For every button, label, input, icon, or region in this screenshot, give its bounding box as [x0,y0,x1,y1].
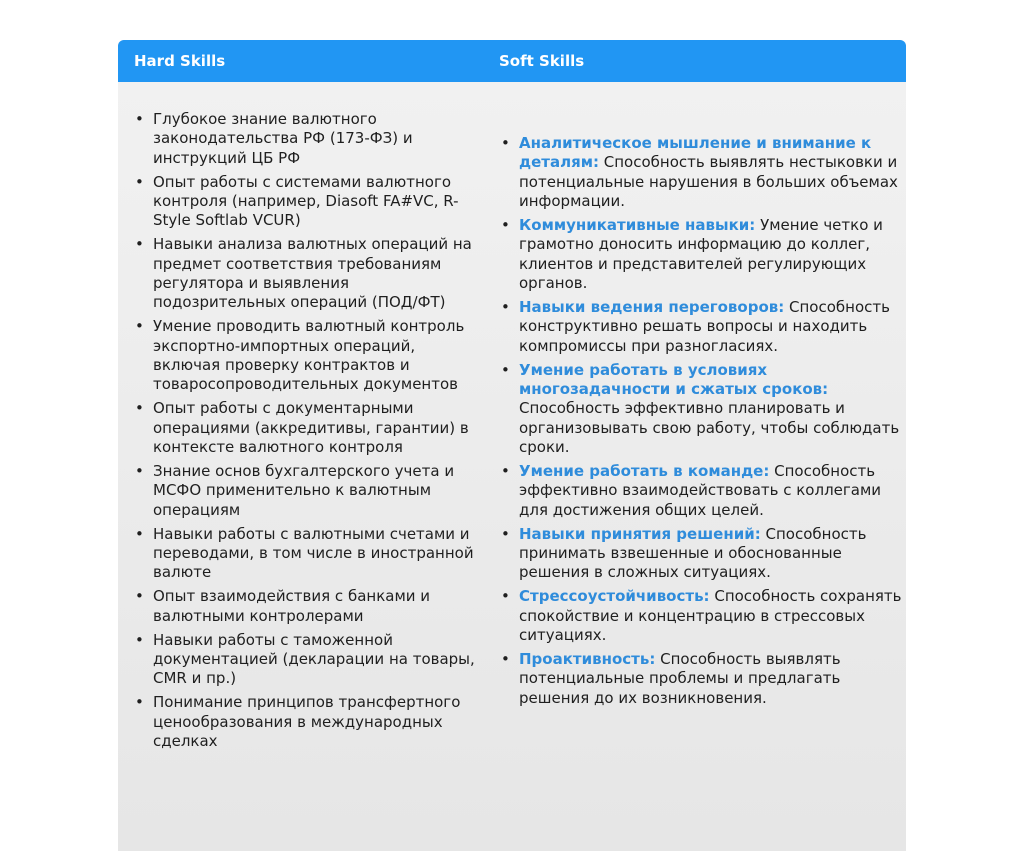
soft-skill-desc: Способность конструктивно решать вопросы и находить компромиссы при разногласиях. [519,298,890,355]
soft-skills-list [483,134,906,713]
hard-skill-item: • Опыт взаимодействия с банками и валютными контролерами [153,587,483,626]
soft-skill-item [519,587,906,645]
hard-skills-header: Hard Skills [134,52,226,70]
soft-skill-desc: Способность выявлять потенциальные проблемы и предлагать решения до их возникновения. [519,650,841,707]
hard-skill-item: • Знание основ бухгалтерского учета и МСФО применительно к валютным операциям [153,462,483,520]
soft-skill-name: Стрессоустойчивость: [519,587,710,606]
hard-skill-item: • Понимание принципов трансфертного ценообразования в международных сделках [153,693,483,751]
soft-skill-item [519,462,906,520]
hard-skill-item: • Навыки работы с таможенной документацией (декларации на товары, CMR и пр.) [153,631,483,689]
soft-skills-column [483,82,906,851]
soft-skill-name: Аналитическое мышление и внимание к деталям: [519,134,872,172]
hard-skill-item: • Навыки анализа валютных операций на предмет соответствия требованиям регулятора и выявления подозрительных операций (ПОД/ФТ) [153,235,483,312]
hard-skill-item: • Опыт работы с системами валютного контроля (например, Diasoft FA#VC, R-Style Softlab VCUR) [153,173,483,231]
soft-skill-desc: Способность выявлять нестыковки и потенциальные нарушения в больших объемах информации. [519,153,898,211]
hard-skills-list [118,110,483,751]
soft-skill-name: Проактивность: [519,650,656,669]
soft-skill-item [519,298,906,356]
soft-skill-desc: Умение четко и грамотно доносить информацию до коллег, клиентов и представителей регулирующих органов. [519,216,883,293]
soft-skill-desc: Способность эффективно планировать и организовывать свою работу, чтобы соблюдать сроки. [519,399,900,456]
soft-skills-header: Soft Skills [499,52,585,70]
soft-skill-name: Коммуникативные навыки: [519,216,756,235]
hard-skill-item: • Навыки работы с валютными счетами и переводами, в том числе в иностранной валюте [153,525,483,583]
soft-skill-item [519,361,906,457]
skills-table [118,40,906,851]
table-header [118,40,906,82]
table-body [118,82,906,851]
soft-skill-item [519,650,906,708]
hard-skills-column [118,82,483,851]
soft-skill-desc: Способность эффективно взаимодействовать с коллегами для достижения общих целей. [519,462,882,519]
hard-skill-item: • Опыт работы с документарными операциями (аккредитивы, гарантии) в контексте валютного контроля [153,399,483,457]
soft-skill-name: Умение работать в команде: [519,462,770,481]
soft-skill-item [519,525,906,583]
soft-skill-name: Навыки принятия решений: [519,524,761,543]
hard-skill-item: • Умение проводить валютный контроль экспортно-импортных операций, включая проверку контрактов и товаросопроводительных документов [153,317,483,394]
soft-skill-desc: Способность принимать взвешенные и обоснованные решения в сложных ситуациях. [519,524,867,582]
soft-skill-item [519,216,906,293]
soft-skill-desc: Способность сохранять спокойствие и концентрацию в стрессовых ситуациях. [519,587,902,645]
soft-skill-name: Умение работать в условиях многозадачности и сжатых сроков: [519,360,829,399]
hard-skill-item: • Глубокое знание валютного законодательства РФ (173-ФЗ) и инструкций ЦБ РФ [153,110,483,168]
soft-skill-item [519,134,906,211]
soft-skill-name: Навыки ведения переговоров: [519,298,785,317]
